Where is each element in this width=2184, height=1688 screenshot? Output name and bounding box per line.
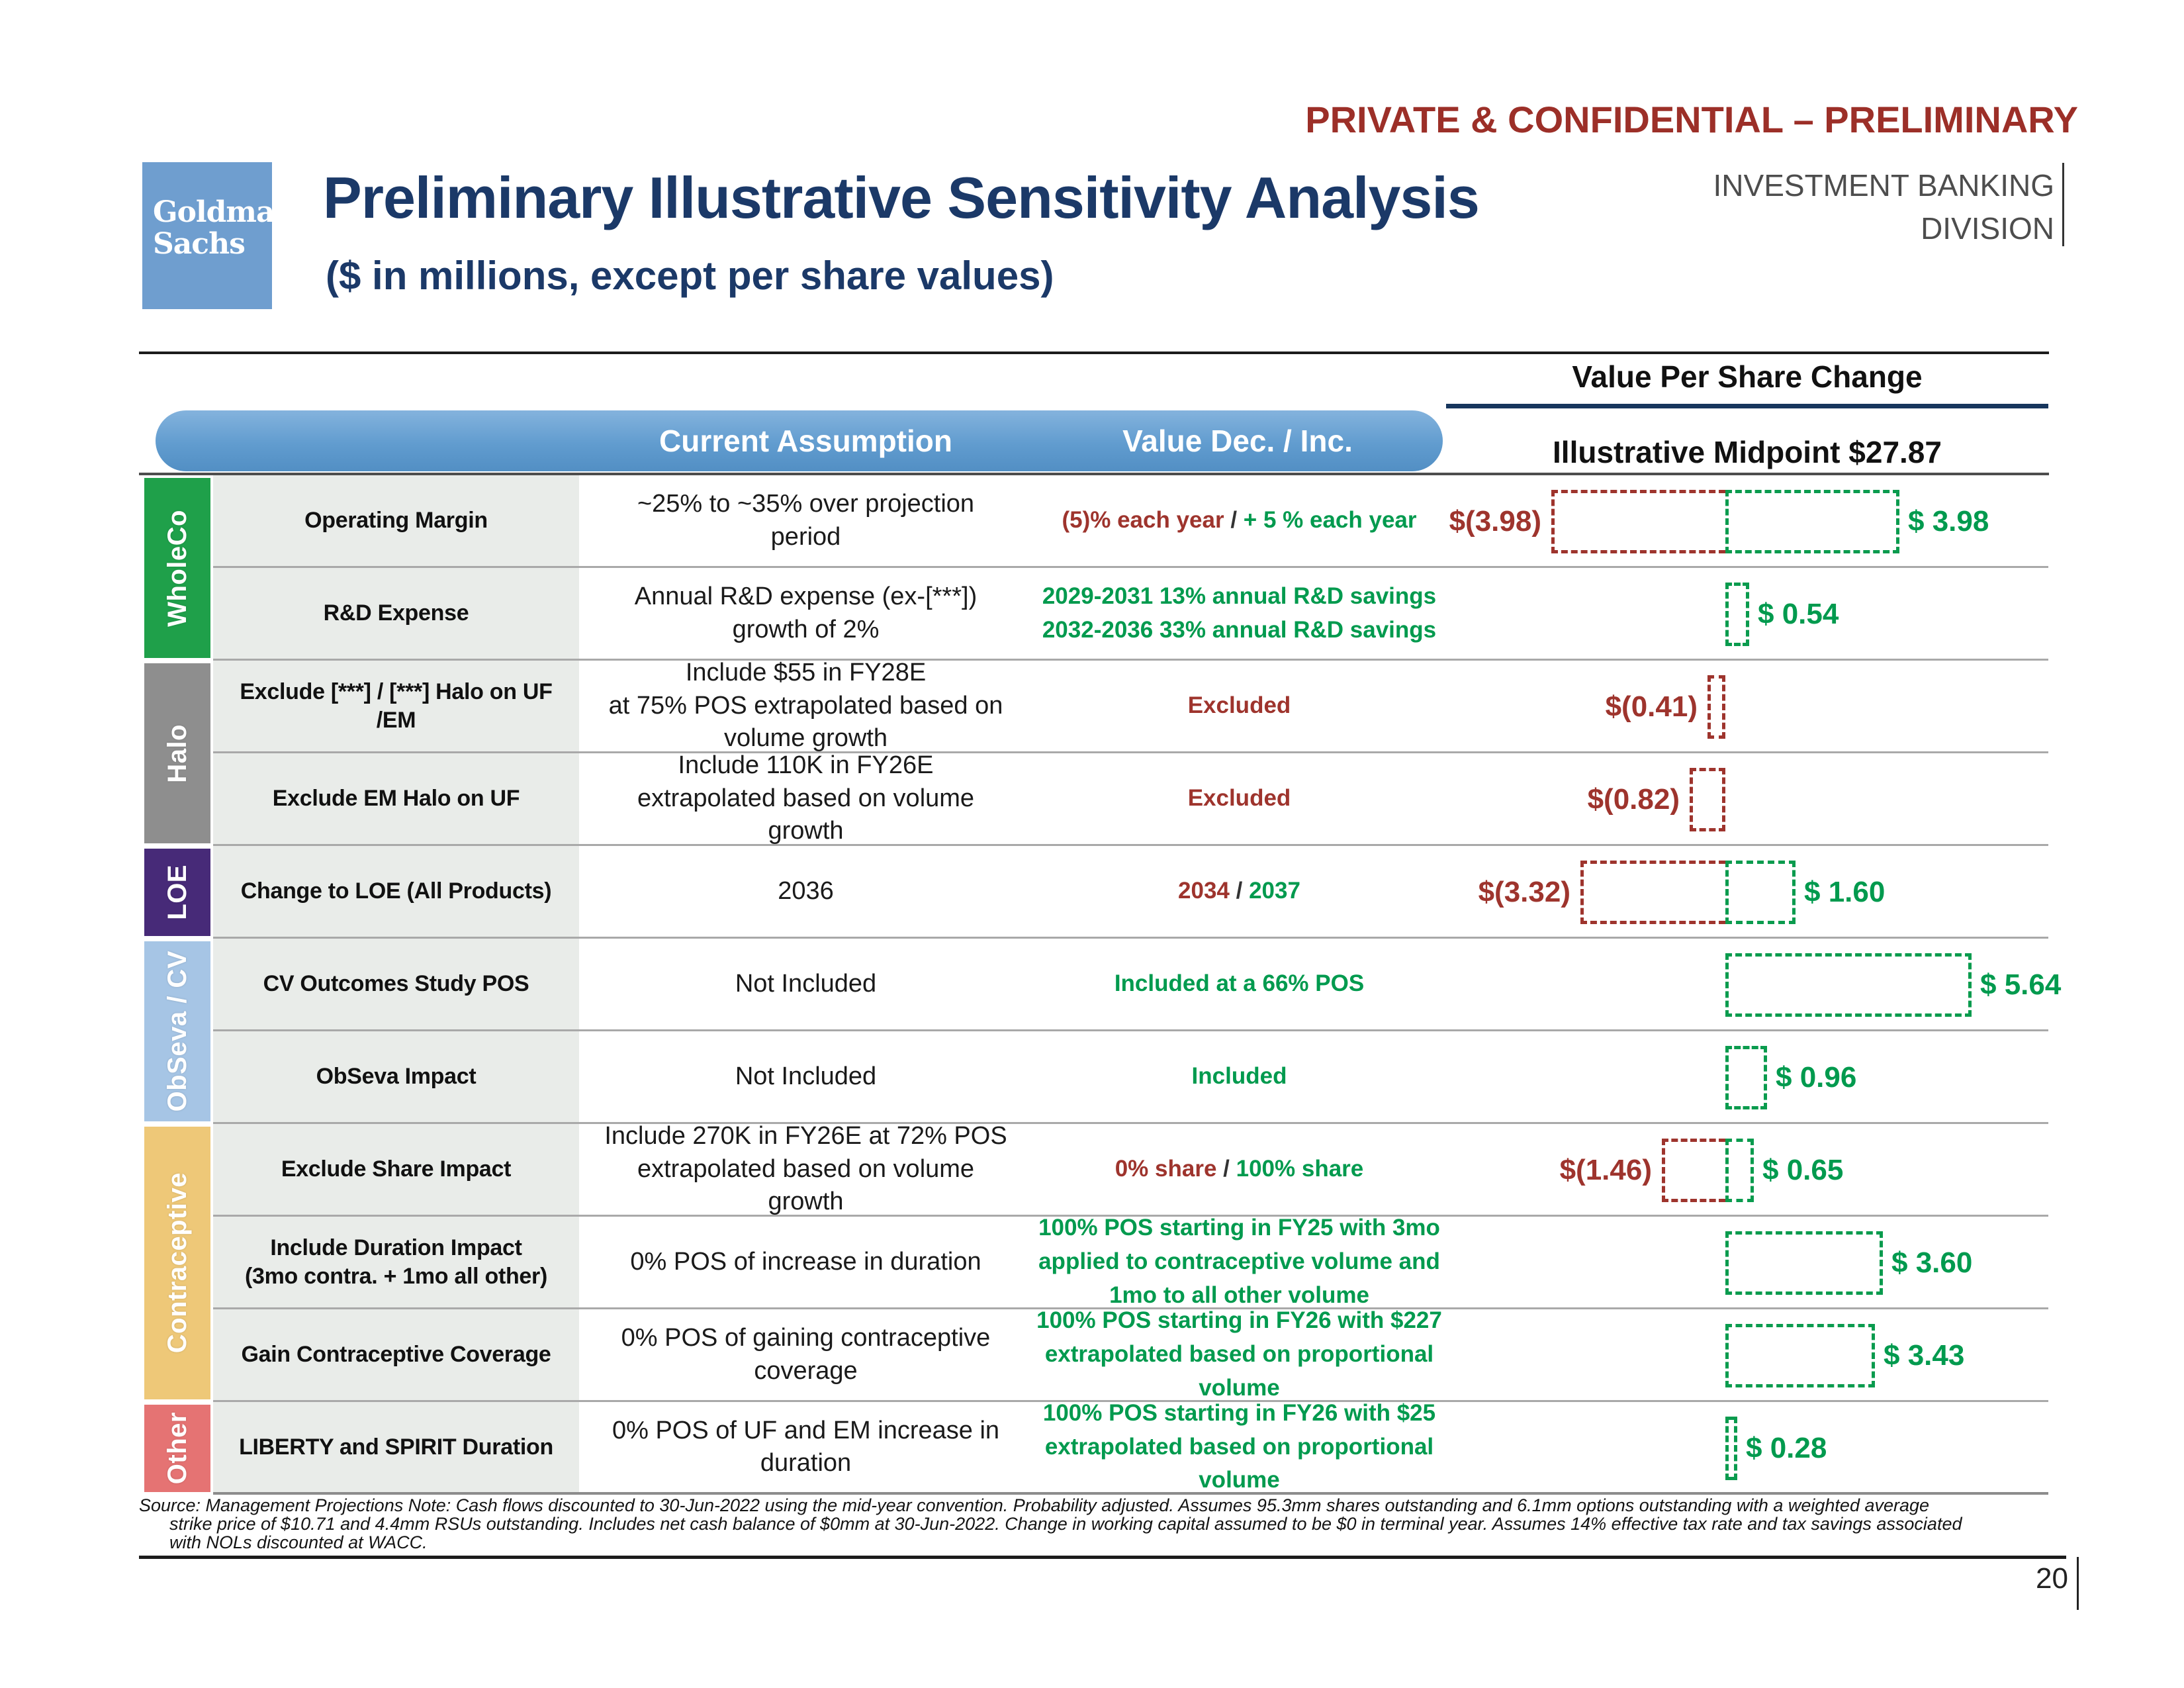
bar-negative-label: $(0.82): [1587, 783, 1680, 816]
row-tornado-cell: [1446, 1309, 2048, 1400]
row-tornado-cell: [1446, 1217, 2048, 1307]
row-label: Change to LOE (All Products): [213, 846, 579, 937]
category-segment-label: Contraceptive: [162, 1172, 192, 1354]
bar-negative-label: $(3.32): [1478, 876, 1570, 908]
column-header-bar: [156, 410, 1443, 471]
row-current-assumption: ~25% to ~35% over projection period: [637, 490, 975, 551]
bar-positive-label: $ 3.43: [1884, 1339, 1965, 1372]
row-current-assumption: Include 270K in FY26E at 72% POS extrapolated based on volume growth: [604, 1122, 1007, 1216]
row-label: Include Duration Impact (3mo contra. + 1mo all other): [213, 1217, 579, 1307]
row-value-dec-inc: 100% POS starting in FY25 with 3mo applied to contraceptive volume and 1mo to all other volume: [1038, 1215, 1440, 1308]
division-line-2: DIVISION: [1921, 211, 2054, 246]
bar-negative: [1690, 768, 1725, 831]
bar-positive: [1725, 953, 1972, 1017]
row-label: Gain Contraceptive Coverage: [213, 1309, 579, 1400]
source-note-line-3: with NOLs discounted at WACC.: [169, 1532, 428, 1552]
illustrative-midpoint-label: Illustrative Midpoint $27.87: [1553, 435, 1942, 469]
sensitivity-table: [144, 475, 2062, 1495]
row-tornado-cell: [1446, 568, 2048, 659]
row-value-dec-inc: 0% share / 100% share: [1115, 1156, 1364, 1182]
page-number-divider: [2077, 1557, 2079, 1610]
page-number: 20: [2036, 1562, 2068, 1595]
category-segment-other: [144, 1405, 210, 1492]
bar-positive-label: $ 3.98: [1908, 505, 1989, 538]
row-tornado-cell: [1446, 1124, 2048, 1215]
logo-line-2: Sachs: [153, 226, 245, 261]
bar-negative-label: $(1.46): [1559, 1154, 1652, 1186]
table-row: [144, 753, 2048, 846]
bar-positive-label: $ 0.96: [1776, 1061, 1857, 1094]
table-row: [144, 661, 2048, 753]
header-rule: [139, 352, 2049, 354]
bar-positive-label: $ 0.54: [1758, 598, 1839, 630]
source-note-line-2: strike price of $10.71 and 4.4mm RSUs outstanding. Includes net cash balance of $0mm at 30-Jun-2022. Change in working capital assumed to be $0 in terminal year. Assumes 14% effective tax rate and tax savings associated: [169, 1514, 1962, 1534]
table-rows: [144, 475, 2062, 1495]
row-current-assumption: 0% POS of gaining contraceptive coverage: [621, 1324, 991, 1385]
category-segment-label: Other: [162, 1412, 192, 1485]
bar-negative: [1662, 1139, 1725, 1202]
row-value-dec-inc: 100% POS starting in FY26 with $227 extrapolated based on proportional volume: [1036, 1307, 1442, 1401]
division-line-1: INVESTMENT BANKING: [1713, 168, 2054, 203]
row-value-dec-inc: Included: [1191, 1063, 1287, 1090]
row-value-dec-inc: (5)% each year / + 5 % each year: [1062, 507, 1417, 534]
page-title: Preliminary Illustrative Sensitivity Analysis: [323, 165, 1479, 230]
page-subtitle: ($ in millions, except per share values): [326, 254, 1054, 298]
value-per-share-header: Value Per Share Change: [1572, 359, 1923, 394]
bar-positive-label: $ 0.65: [1762, 1154, 1844, 1186]
source-note-line-1: Source: Management Projections Note: Cash flows discounted to 30-Jun-2022 using the mid-year convention. Probability adjusted. Assumes 95.3mm shares outstanding and 6.1mm options outstanding with a weighted average: [139, 1495, 1930, 1515]
row-label: CV Outcomes Study POS: [213, 939, 579, 1029]
row-current-assumption: 0% POS of increase in duration: [630, 1247, 981, 1276]
bar-positive: [1725, 1046, 1767, 1109]
row-current-assumption: 2036: [778, 876, 834, 905]
bar-positive: [1725, 583, 1749, 646]
bar-positive: [1725, 1417, 1737, 1480]
table-row: [144, 1031, 2048, 1124]
bar-positive-label: $ 3.60: [1891, 1246, 1973, 1279]
row-tornado-cell: [1446, 939, 2062, 1029]
column-header-value-dec-inc: Value Dec. / Inc.: [1122, 424, 1353, 458]
category-segment-loe: [144, 849, 210, 936]
value-per-share-underline: [1446, 404, 2048, 408]
logo-line-1: Goldman: [153, 195, 295, 229]
row-current-assumption: Not Included: [735, 969, 877, 998]
table-row: [144, 1217, 2048, 1309]
row-current-assumption: Include $55 in FY28E at 75% POS extrapolated based on volume growth: [608, 659, 1003, 753]
table-row: [144, 1399, 2048, 1495]
row-tornado-cell: [1446, 753, 2048, 844]
category-segment-obseva-cv: [144, 941, 210, 1121]
row-label: ObSeva Impact: [213, 1031, 579, 1122]
division-divider: [2062, 163, 2064, 246]
bar-negative-label: $(0.41): [1605, 690, 1698, 723]
bar-positive: [1725, 1324, 1875, 1387]
category-segment-contraceptive: [144, 1127, 210, 1399]
row-label: Operating Margin: [213, 475, 579, 566]
row-value-dec-inc: Included at a 66% POS: [1114, 970, 1365, 997]
goldman-sachs-logo-text: [153, 197, 295, 259]
row-tornado-cell: [1446, 1402, 2048, 1492]
category-segment-label: LOE: [162, 865, 192, 920]
row-label: Exclude Share Impact: [213, 1124, 579, 1215]
source-note: [139, 1496, 2066, 1552]
row-current-assumption: Not Included: [735, 1062, 877, 1090]
row-tornado-cell: [1446, 475, 2048, 566]
bar-positive: [1725, 1231, 1883, 1295]
row-tornado-cell: [1446, 1031, 2048, 1122]
row-value-dec-inc: 2029-2031 13% annual R&D savings 2032-2036 33% annual R&D savings: [1042, 583, 1437, 643]
bar-positive: [1725, 861, 1796, 924]
category-segment-label: WholeCo: [162, 509, 192, 627]
bar-negative-label: $(3.98): [1449, 505, 1541, 538]
table-row: [144, 1309, 2048, 1402]
row-label: Exclude [***] / [***] Halo on UF /EM: [213, 661, 579, 751]
footer-rule: [139, 1556, 2066, 1559]
bar-positive: [1725, 490, 1899, 553]
category-segment-wholeco: [144, 478, 210, 658]
row-label: Exclude EM Halo on UF: [213, 753, 579, 844]
category-sidebar: [144, 475, 210, 1495]
table-row: [144, 1124, 2048, 1217]
row-tornado-cell: [1446, 846, 2048, 937]
row-current-assumption: Annual R&D expense (ex-[***]) growth of 2%: [634, 583, 978, 643]
row-label: LIBERTY and SPIRIT Duration: [213, 1402, 579, 1492]
category-segment-label: ObSeva / CV: [162, 951, 192, 1112]
bar-positive-label: $ 5.64: [1980, 968, 2062, 1001]
division-label: [1713, 164, 2054, 251]
row-value-dec-inc: 100% POS starting in FY26 with $25 extrapolated based on proportional volume: [1042, 1399, 1436, 1493]
row-tornado-cell: [1446, 661, 2048, 751]
row-label: R&D Expense: [213, 568, 579, 659]
classification-banner: PRIVATE & CONFIDENTIAL – PRELIMINARY: [1305, 99, 2078, 140]
bar-positive: [1725, 1139, 1754, 1202]
row-value-dec-inc: 2034 / 2037: [1178, 878, 1300, 904]
column-header-current-assumption: Current Assumption: [659, 424, 952, 458]
bar-negative: [1707, 675, 1725, 739]
row-value-dec-inc: Excluded: [1187, 785, 1291, 812]
bar-negative: [1551, 490, 1725, 553]
table-row: [144, 475, 2048, 568]
bar-negative: [1580, 861, 1725, 924]
row-value-dec-inc: Excluded: [1187, 692, 1291, 719]
row-current-assumption: 0% POS of UF and EM increase in duration: [612, 1416, 1000, 1477]
category-segment-label: Halo: [162, 724, 192, 783]
category-segment-halo: [144, 663, 210, 843]
goldman-sachs-logo: [142, 162, 295, 309]
bar-positive-label: $ 1.60: [1804, 876, 1886, 908]
table-row: [144, 846, 2048, 939]
table-row: [144, 939, 2062, 1031]
table-row: [144, 568, 2048, 661]
bar-positive-label: $ 0.28: [1746, 1432, 1827, 1464]
row-current-assumption: Include 110K in FY26E extrapolated based on volume growth: [637, 751, 975, 845]
